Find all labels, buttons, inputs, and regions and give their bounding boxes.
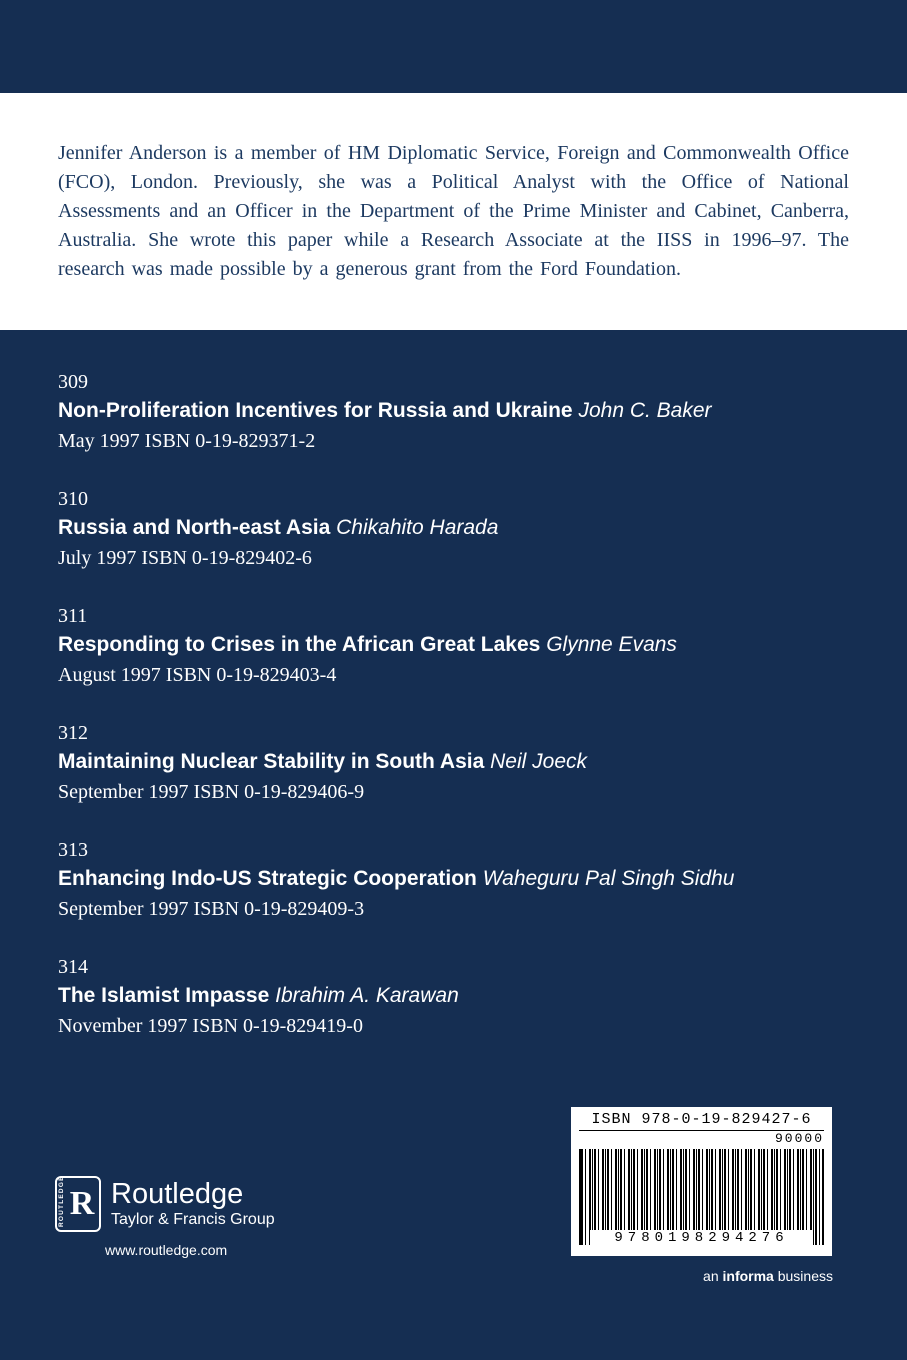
publication-imprint: September 1997 ISBN 0-19-829409-3 (58, 898, 365, 920)
list-item (58, 485, 857, 573)
publication-title: Non-Proliferation Incentives for Russia and Ukraine (58, 399, 573, 422)
publication-title-line (58, 513, 857, 543)
routledge-logo-row (55, 1176, 275, 1232)
publications-list (58, 368, 857, 1070)
routledge-vertical-text: ROUTLEDGE (58, 1175, 65, 1227)
publication-number: 313 (58, 839, 88, 861)
publication-title-line (58, 396, 857, 426)
bio-band (0, 93, 907, 330)
publication-imprint: November 1997 ISBN 0-19-829419-0 (58, 1015, 363, 1037)
publication-title-line (58, 747, 857, 777)
barcode-bars (579, 1149, 824, 1245)
list-item (58, 368, 857, 456)
barcode-price-code: 90000 (774, 1131, 824, 1146)
publisher-names (111, 1178, 275, 1230)
publication-title: Maintaining Nuclear Stability in South Asia (58, 750, 485, 773)
publication-title-line (58, 864, 857, 894)
publication-author: Chikahito Harada (336, 516, 499, 539)
publication-number: 309 (58, 371, 88, 393)
list-item (58, 836, 857, 924)
publisher-website: www.routledge.com (105, 1242, 228, 1258)
publication-author: Glynne Evans (546, 633, 677, 656)
routledge-letter-r: R (69, 1185, 95, 1222)
publication-title: Russia and North-east Asia (58, 516, 331, 539)
publication-title-line (58, 630, 857, 660)
routledge-logo-icon (55, 1176, 101, 1232)
author-bio: Jennifer Anderson is a member of HM Diplomatic Service, Foreign and Commonwealth Office (FCO), London. Previously, she was a Political Analyst with the Office of National Assessments and an Officer in the Department of the Prime Minister and Cabinet, Canberra, Australia. She wrote this paper while a Research Associate at the IISS in 1996–97. The research was made possible by a generous grant from the Ford Foundation. (58, 142, 849, 280)
list-item (58, 719, 857, 807)
publication-author: John C. Baker (578, 399, 712, 422)
list-item (58, 953, 857, 1041)
list-item (58, 602, 857, 690)
barcode-digits: 9780198294276 (590, 1230, 813, 1247)
barcode-guard-right (822, 1149, 824, 1245)
informa-prefix: an (703, 1268, 719, 1284)
barcode-isbn-label: ISBN 978-0-19-829427-6 (579, 1111, 824, 1131)
publication-number: 311 (58, 605, 88, 627)
publication-title: The Islamist Impasse (58, 984, 270, 1007)
publisher-name: Routledge (111, 1178, 244, 1210)
publication-title: Enhancing Indo-US Strategic Cooperation (58, 867, 477, 890)
publisher-group: Taylor & Francis Group (111, 1211, 275, 1228)
publication-imprint: May 1997 ISBN 0-19-829371-2 (58, 430, 316, 452)
informa-suffix: business (777, 1268, 833, 1284)
publication-number: 310 (58, 488, 88, 510)
publication-imprint: July 1997 ISBN 0-19-829402-6 (58, 547, 312, 569)
publisher-block (55, 1176, 275, 1258)
barcode-panel (571, 1107, 832, 1256)
informa-tagline (703, 1268, 833, 1284)
informa-brand: informa (722, 1268, 774, 1284)
publication-title: Responding to Crises in the African Great Lakes (58, 633, 541, 656)
publication-imprint: September 1997 ISBN 0-19-829406-9 (58, 781, 365, 803)
publication-author: Ibrahim A. Karawan (275, 984, 459, 1007)
publication-author: Neil Joeck (490, 750, 587, 773)
barcode-guard-left (579, 1149, 581, 1245)
publication-title-line (58, 981, 857, 1011)
publication-author: Waheguru Pal Singh Sidhu (482, 867, 735, 890)
publication-number: 314 (58, 956, 88, 978)
publication-number: 312 (58, 722, 88, 744)
publication-imprint: August 1997 ISBN 0-19-829403-4 (58, 664, 337, 686)
